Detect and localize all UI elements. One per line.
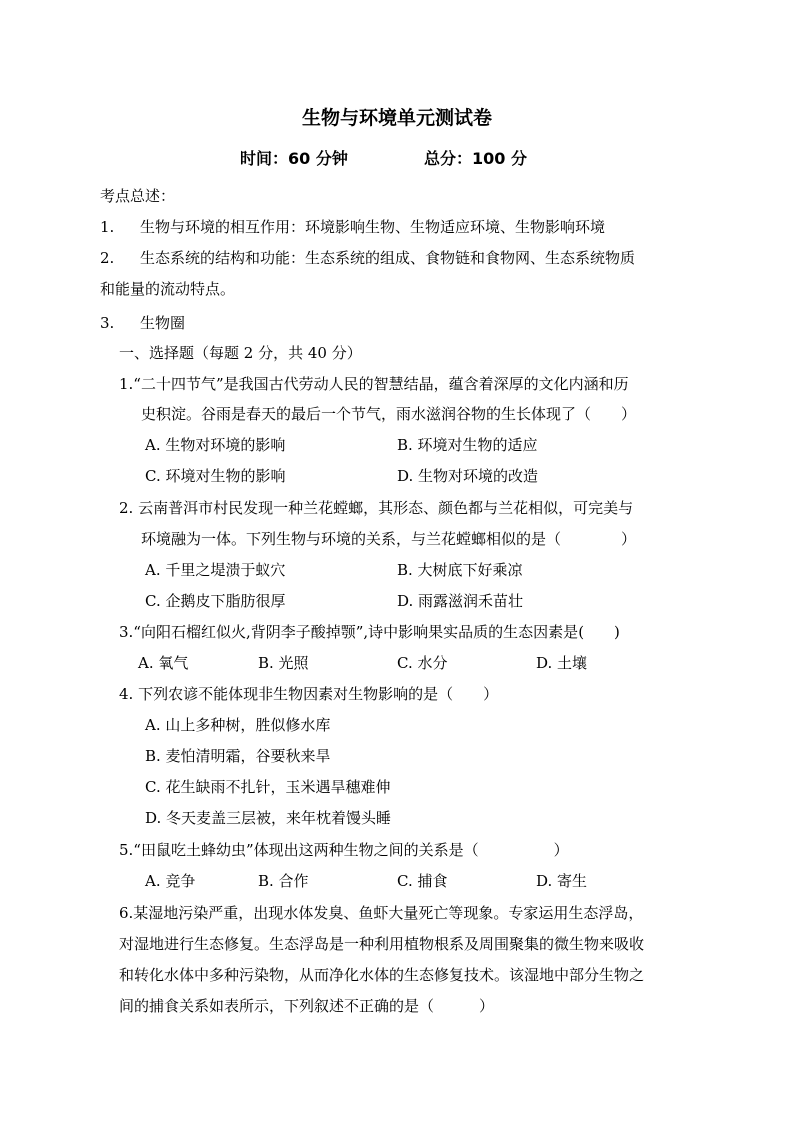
overview-heading: 考点总述： (100, 187, 176, 205)
option-d: D. 雨露滋润禾苗壮 (397, 592, 524, 610)
overview-item-3 (100, 313, 185, 333)
question-stem: 环境融为一体。下列生物与环境的关系，与兰花螳螂相似的是（ ） (141, 530, 637, 548)
question-stem: 对湿地进行生态修复。生态浮岛是一种利用植物根系及周围聚集的微生物来吸收 (119, 935, 645, 953)
section-heading: 一、选择题（每题 2 分，共 40 分） (119, 344, 362, 362)
exam-time: 时间：60 分钟 (240, 149, 348, 168)
option-b: B. 光照 (258, 654, 309, 672)
question-stem: 2. 云南普洱市村民发现一种兰花螳螂，其形态、颜色都与兰花相似，可完美与 (119, 499, 634, 517)
option-a: A. 竞争 (145, 872, 196, 890)
option-b: B. 麦怕清明霜，谷要秋来旱 (145, 747, 331, 765)
option-c: C. 水分 (397, 654, 448, 672)
option-c: C. 捕食 (397, 872, 448, 890)
option-a: A. 千里之堤溃于蚁穴 (145, 561, 286, 579)
option-a: A. 山上多种树，胜似修水库 (145, 716, 331, 734)
question-stem: 6.某湿地污染严重，出现水体发臭、鱼虾大量死亡等现象。专家运用生态浮岛， (119, 904, 644, 922)
exam-total-score: 总分：100 分 (424, 149, 527, 168)
question-stem: 4. 下列农谚不能体现非生物因素对生物影响的是（ ） (119, 685, 499, 703)
option-b: B. 合作 (258, 872, 309, 890)
overview-text: 生物与环境的相互作用：环境影响生物、生物适应环境、生物影响环境 (140, 218, 606, 236)
option-c: C. 环境对生物的影响 (145, 467, 286, 485)
question-stem: 3.“向阳石榴红似火,背阴李子酸掉颚”,诗中影响果实品质的生态因素是( ) (119, 623, 620, 641)
option-b: B. 环境对生物的适应 (397, 436, 538, 454)
question-stem: 史积淀。谷雨是春天的最后一个节气，雨水滋润谷物的生长体现了（ ） (141, 405, 637, 423)
overview-num: 2. (100, 249, 115, 267)
page-title: 生物与环境单元测试卷 (301, 107, 492, 129)
question-stem: 5.“田鼠吃土蜂幼虫”体现出这两种生物之间的关系是（ ） (119, 841, 569, 859)
option-a: A. 生物对环境的影响 (145, 436, 286, 454)
option-c: C. 花生缺雨不扎针，玉米遇旱穗难伸 (145, 778, 391, 796)
overview-text: 生物圈 (140, 314, 186, 332)
option-d: D. 寄生 (536, 872, 588, 890)
overview-item-2 (100, 248, 635, 268)
overview-item-2-cont: 和能量的流动特点。 (100, 280, 236, 298)
question-stem: 1.“二十四节气”是我国古代劳动人民的智慧结晶，蕴含着深厚的文化内涵和历 (119, 375, 629, 393)
option-d: D. 冬天麦盖三层被，来年枕着馒头睡 (145, 809, 392, 827)
overview-num: 1. (100, 218, 115, 236)
overview-text: 生态系统的结构和功能：生态系统的组成、食物链和食物网、生态系统物质 (140, 249, 636, 267)
question-stem: 和转化水体中多种污染物，从而净化水体的生态修复技术。该湿地中部分生物之 (119, 966, 645, 984)
option-d: D. 生物对环境的改造 (397, 467, 539, 485)
option-d: D. 土壤 (536, 654, 588, 672)
option-b: B. 大树底下好乘凉 (397, 561, 523, 579)
option-a: A. 氧气 (138, 654, 189, 672)
option-c: C. 企鹅皮下脂肪很厚 (145, 592, 286, 610)
overview-num: 3. (100, 314, 115, 332)
question-stem: 间的捕食关系如表所示，下列叙述不正确的是（ ） (119, 997, 495, 1015)
overview-item-1 (100, 217, 605, 237)
